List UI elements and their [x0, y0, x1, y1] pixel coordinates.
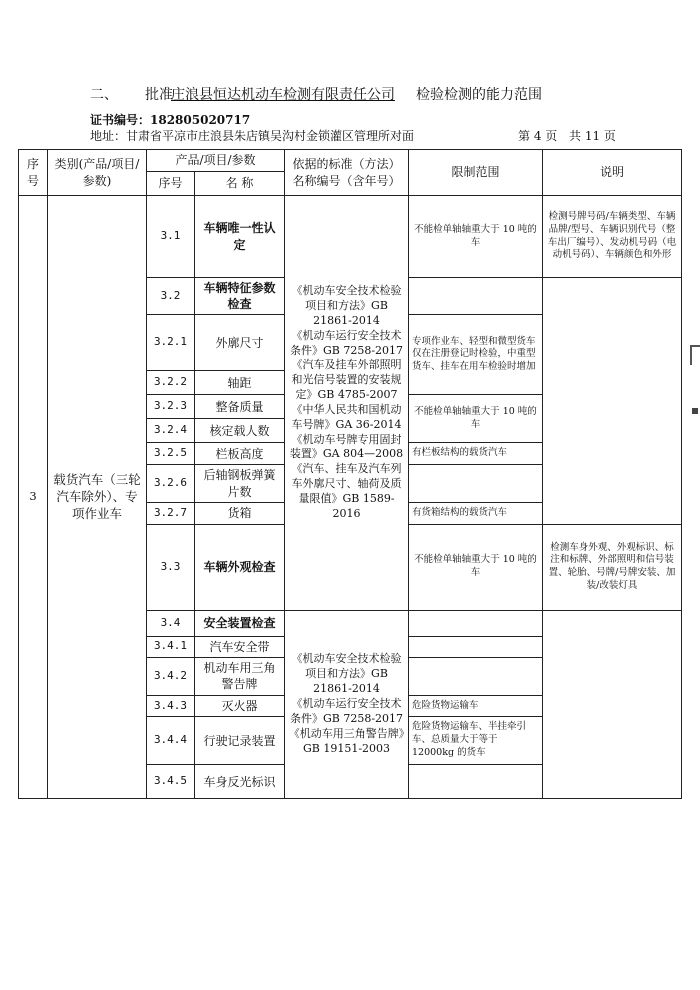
organization-name: 庄浪县恒达机动车检测有限责任公司 — [171, 87, 395, 103]
item-limit-empty — [409, 278, 543, 315]
header-sub-no: 序号 — [147, 172, 195, 196]
item-limit-empty — [409, 765, 543, 799]
item-no: 3.2.3 — [147, 395, 195, 419]
standard-group-b: 《机动车安全技术检验项目和方法》GB 21861-2014 《机动车运行安全技术条件》GB 7258-2017 《机动车用三角警告牌》GB 19151-2003 — [285, 610, 409, 798]
item-note-empty — [543, 610, 682, 798]
item-note: 检测车身外观、外观标识、标注和标牌、外部照明和信号装置、轮胎、号牌/号牌安装、加装/改装灯具 — [543, 524, 682, 610]
item-limit: 不能检单轴轴重大于 10 吨的车 — [409, 196, 543, 278]
header-seq: 序号 — [19, 150, 48, 196]
item-no: 3.2.2 — [147, 371, 195, 395]
page-number: 第 4 页 — [518, 129, 558, 143]
binding-edge-mark — [690, 345, 700, 365]
item-limit: 专项作业车、轻型和微型货车仅在注册登记时检验，中重型货车、挂车在用车检验时增加 — [409, 315, 543, 395]
item-name: 后轴钢板弹簧片数 — [195, 465, 285, 502]
item-name: 行驶记录装置 — [195, 717, 285, 765]
approval-prefix: 批准 — [145, 87, 173, 103]
item-name: 轴距 — [195, 371, 285, 395]
title-suffix: 检验检测的能力范围 — [416, 87, 542, 103]
item-no: 3.2 — [147, 278, 195, 315]
header-sub-name: 名 称 — [195, 172, 285, 196]
address: 地址：甘肃省平凉市庄浪县朱店镇吴沟村金锁灌区管理所对面 — [90, 129, 415, 143]
item-no: 3.4.4 — [147, 717, 195, 765]
item-name: 机动车用三角警告牌 — [195, 657, 285, 695]
header-standard: 依据的标准（方法）名称编号（含年号） — [285, 150, 409, 196]
item-no: 3.2.7 — [147, 502, 195, 524]
item-limit: 有栏板结构的载货汽车 — [409, 443, 543, 465]
item-no: 3.4.3 — [147, 695, 195, 716]
item-name: 车辆特征参数检查 — [195, 278, 285, 315]
item-name: 灭火器 — [195, 695, 285, 716]
section-number: 二、 — [90, 87, 118, 103]
item-no: 3.4 — [147, 610, 195, 636]
item-name: 车辆唯一性认定 — [195, 196, 285, 278]
item-name: 货箱 — [195, 502, 285, 524]
group-category: 载货汽车（三轮汽车除外）、专项作业车 — [48, 196, 147, 799]
item-no: 3.2.6 — [147, 465, 195, 502]
item-no: 3.3 — [147, 524, 195, 610]
header-product-group: 产品/项目/参数 — [147, 150, 285, 172]
item-no: 3.2.1 — [147, 315, 195, 371]
item-no: 3.4.5 — [147, 765, 195, 799]
item-name: 核定载人数 — [195, 419, 285, 443]
item-name: 栏板高度 — [195, 443, 285, 465]
header-category: 类别(产品/项目/参数) — [48, 150, 147, 196]
item-limit: 不能检单轴轴重大于 10 吨的车 — [409, 395, 543, 443]
item-limit-empty — [409, 465, 543, 502]
item-no: 3.4.1 — [147, 636, 195, 657]
capability-table — [18, 149, 682, 799]
item-limit-empty — [409, 610, 543, 636]
certificate-number: 证书编号：182805020717 — [90, 113, 251, 127]
item-name: 安全装置检查 — [195, 610, 285, 636]
item-name: 车身反光标识 — [195, 765, 285, 799]
item-name: 整备质量 — [195, 395, 285, 419]
item-name: 车辆外观检查 — [195, 524, 285, 610]
item-note: 检测号牌号码/车辆类型、车辆品牌/型号、车辆识别代号（整车出厂编号）、发动机号码（电动机号码）、车辆颜色和外形 — [543, 196, 682, 278]
page-total: 共 11 页 — [569, 129, 616, 143]
item-limit: 不能检单轴轴重大于 10 吨的车 — [409, 524, 543, 610]
item-name: 外廓尺寸 — [195, 315, 285, 371]
item-limit: 有货箱结构的载货汽车 — [409, 502, 543, 524]
item-limit: 危险货物运输车、半挂牵引车、总质量大于等于12000kg 的货车 — [409, 717, 543, 765]
item-name: 汽车安全带 — [195, 636, 285, 657]
header-note: 说明 — [543, 150, 682, 196]
item-limit: 危险货物运输车 — [409, 695, 543, 716]
item-no: 3.2.4 — [147, 419, 195, 443]
group-seq: 3 — [19, 196, 48, 799]
item-no: 3.2.5 — [147, 443, 195, 465]
header-limit: 限制范围 — [409, 150, 543, 196]
standard-group-a: 《机动车安全技术检验项目和方法》GB 21861-2014 《机动车运行安全技术条件》GB 7258-2017 《汽车及挂车外部照明和光信号装置的安装规定》GB 4785-2007 《中华人民共和国机动车号牌》GA 36-2014 《机动车号牌专用固封装置》GA 804—2008 《汽车、挂车及汽车列车外廓尺寸、轴荷及质量限值》GB 1589-2016 — [285, 196, 409, 611]
item-no: 3.4.2 — [147, 657, 195, 695]
item-limit-empty — [409, 636, 543, 657]
item-limit-empty — [409, 657, 543, 695]
table-row — [19, 196, 682, 278]
binding-edge-dot — [692, 408, 698, 414]
item-note-empty — [543, 278, 682, 525]
item-no: 3.1 — [147, 196, 195, 278]
